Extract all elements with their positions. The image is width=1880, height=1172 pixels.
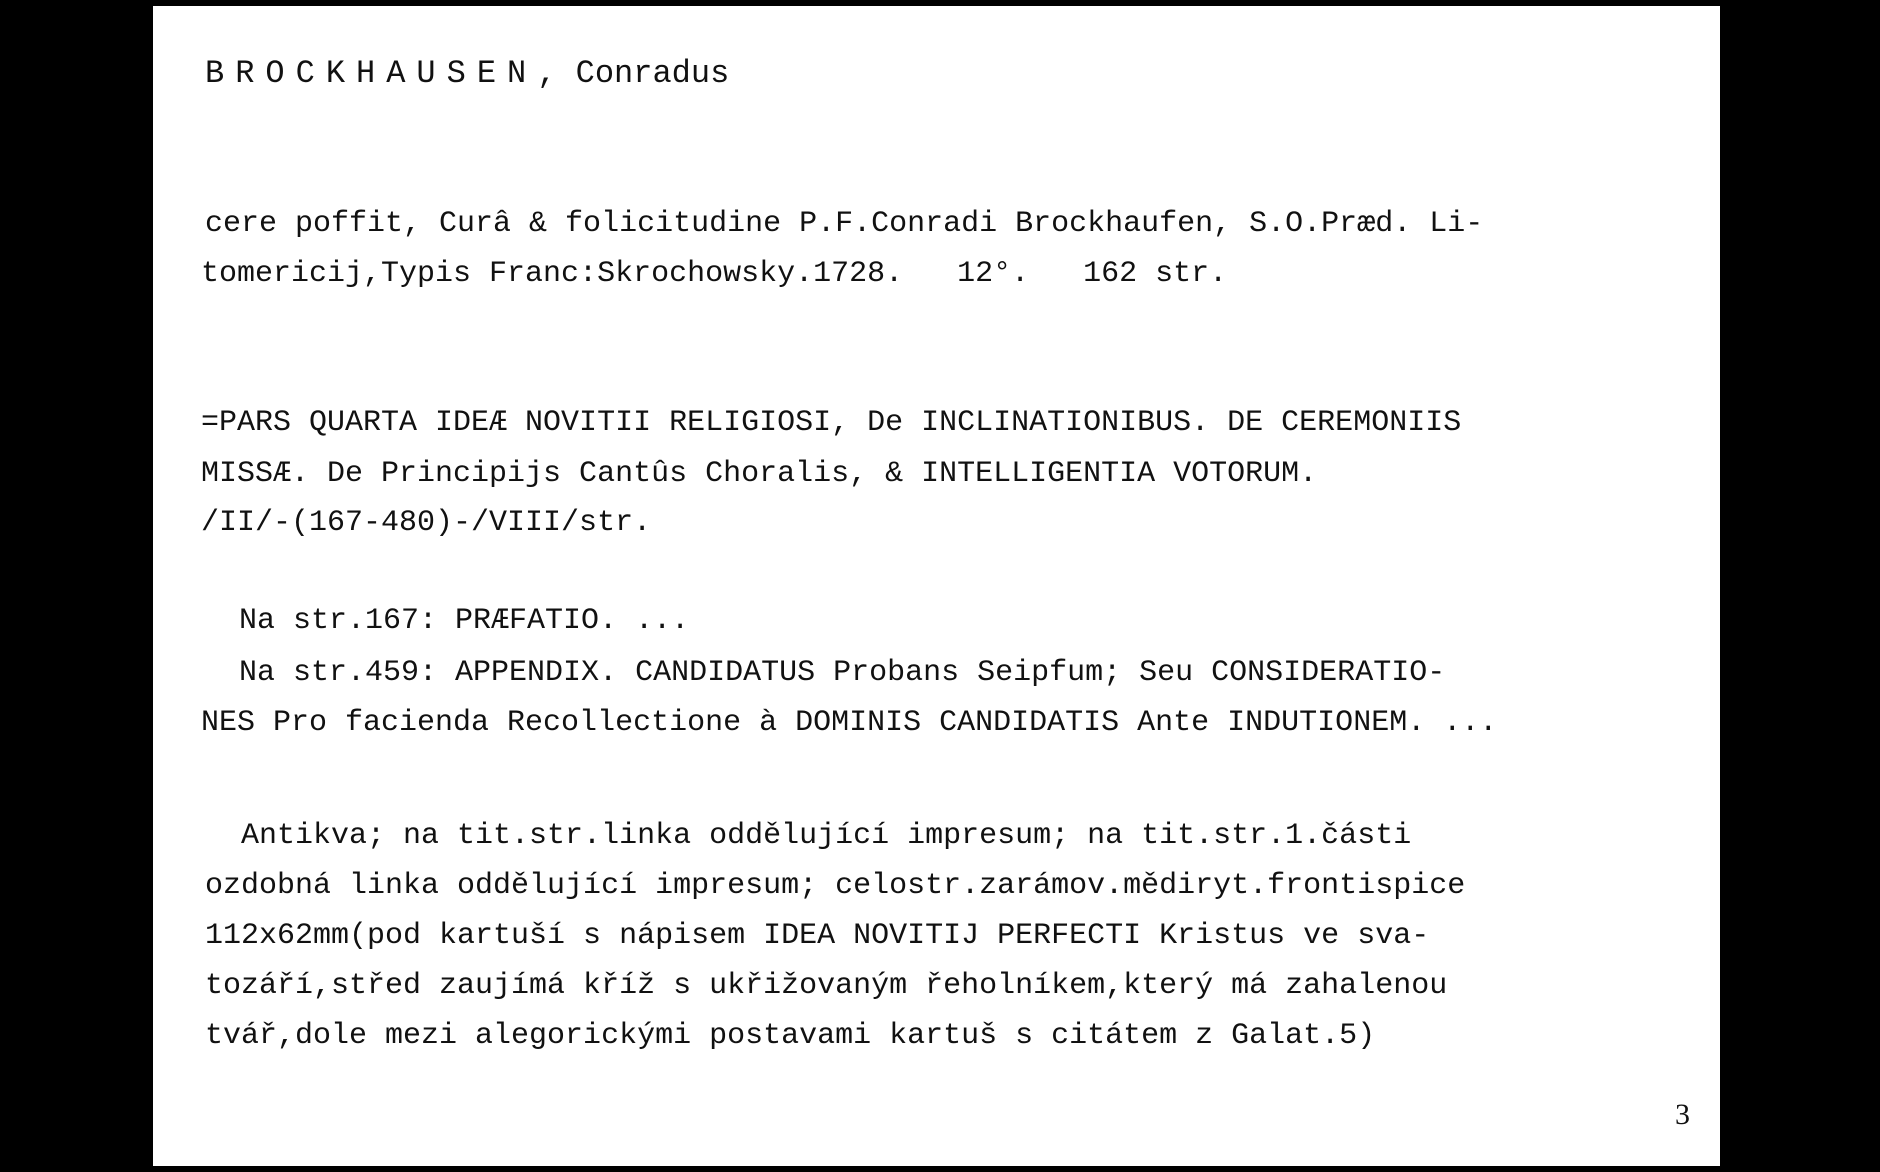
contents-line-1: Na str.167: PRÆFATIO. ... [203, 604, 690, 638]
part-line-1: =PARS QUARTA IDEÆ NOVITII RELIGIOSI, De INCLINATIONIBUS. DE CEREMONIIS [201, 406, 1462, 440]
description-line-2: ozdobná linka oddělující impresum; celostr.zarámov.mědiryt.frontispice [205, 869, 1466, 903]
description-line-4: tozáří,střed zaujímá kříž s ukřižovaným řeholníkem,který má zahalenou [205, 969, 1448, 1003]
author-given-name: Conradus [575, 55, 730, 92]
contents-line-2: Na str.459: APPENDIX. CANDIDATUS Probans Seipfum; Seu CONSIDERATIO- [203, 656, 1446, 690]
description-line-3: 112x62mm(pod kartuší s nápisem IDEA NOVITIJ PERFECTI Kristus ve sva- [205, 919, 1430, 953]
catalog-card [153, 6, 1720, 1166]
contents-line-3: NES Pro facienda Recollectione à DOMINIS CANDIDATIS Ante INDUTIONEM. ... [201, 706, 1498, 740]
description-line-1: Antikva; na tit.str.linka oddělující impresum; na tit.str.1.části [205, 819, 1412, 853]
heading-separator: , [537, 55, 576, 92]
title-line-2: tomericij,Typis Franc:Skrochowsky.1728. 12°. 162 str. [201, 257, 1228, 291]
part-line-2: MISSÆ. De Principijs Cantûs Choralis, & INTELLIGENTIA VOTORUM. [201, 457, 1318, 491]
part-line-3: /II/-(167-480)-/VIII/str. [201, 506, 652, 540]
title-line-1: cere poffit, Curâ & folicitudine P.F.Conradi Brockhaufen, S.O.Præd. Li- [205, 207, 1484, 241]
description-line-5: tvář,dole mezi alegorickými postavami kartuš s citátem z Galat.5) [205, 1019, 1376, 1053]
card-heading [205, 54, 729, 94]
page-number: 3 [1675, 1098, 1690, 1131]
author-surname: BROCKHAUSEN [205, 55, 538, 92]
